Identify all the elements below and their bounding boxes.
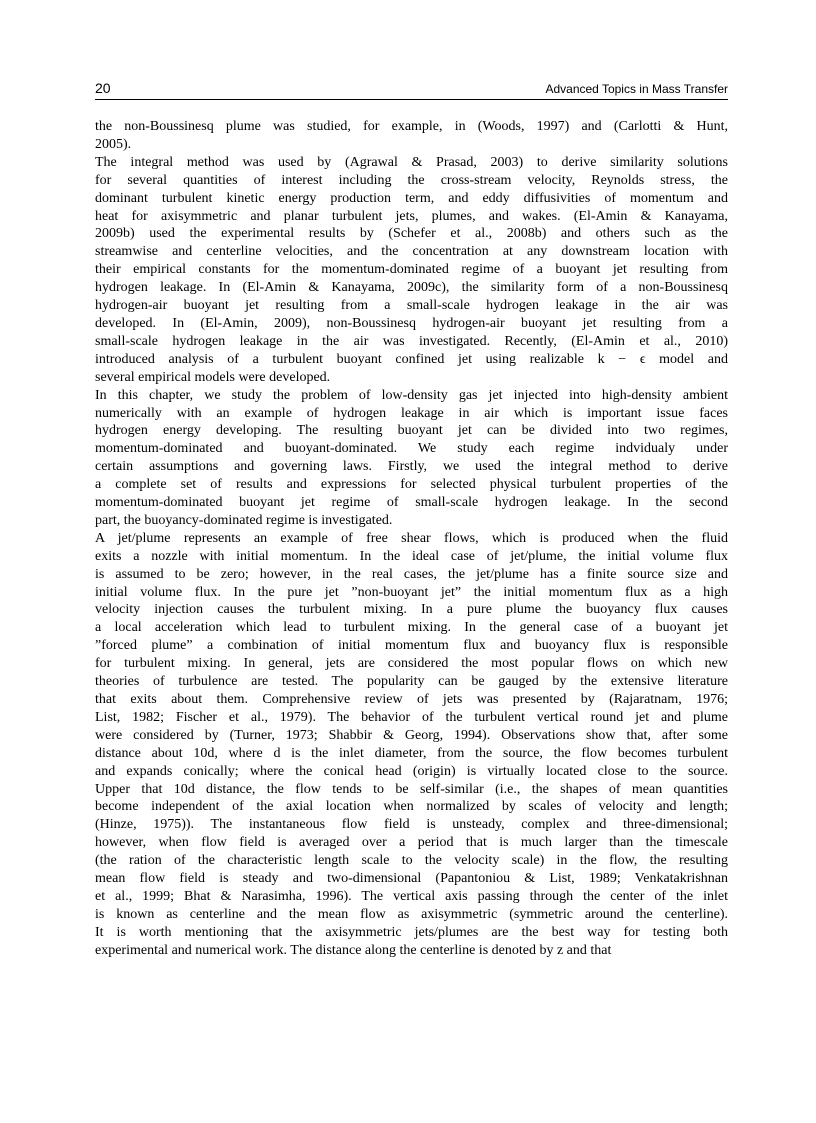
text-line: the non-Boussinesq plume was studied, for example, in (Woods, 1997) and (Carlotti & Hunt, [95, 119, 728, 134]
book-title: Advanced Topics in Mass Transfer [545, 82, 728, 96]
text-line: Upper that 10d distance, the flow tends to be self-similar (i.e., the shapes of mean quantities [95, 781, 728, 797]
text-line: distance about 10d, where d is the inlet diameter, from the source, the flow becomes turbulent [95, 745, 728, 761]
paragraph [95, 118, 728, 154]
text-line: initial volume flux. In the pure jet ”non-buoyant jet” the initial momentum flux as a high [95, 584, 728, 600]
text-line: for turbulent mixing. In general, jets are considered the most popular flows on which new [95, 656, 728, 672]
text-line: become independent of the axial location when normalized by scales of velocity and length; [95, 799, 728, 815]
text-line: certain assumptions and governing laws. Firstly, we used the integral method to derive [95, 459, 728, 475]
paragraph [95, 387, 728, 530]
text-line: for several quantities of interest including the cross-stream velocity, Reynolds stress, the [95, 172, 728, 188]
text-line: is known as centerline and the mean flow as axisymmetric (symmetric around the centerline). [95, 906, 728, 922]
text-line: ”forced plume” a combination of initial momentum flux and buoyancy flux is responsible [95, 638, 728, 654]
paragraph [95, 154, 728, 387]
text-line: momentum-dominated and buoyant-dominated. We study each regime indvidualy under [95, 441, 728, 457]
text-line: 2009b) used the experimental results by (Schefer et al., 2008b) and others such as the [95, 226, 728, 242]
text-line: were considered by (Turner, 1973; Shabbir & Georg, 1994). Observations show that, after some [95, 727, 728, 743]
text-line: small-scale hydrogen leakage in the air was investigated. Recently, (El-Amin et al., 2010) [95, 333, 728, 349]
text-line: that exits about them. Comprehensive review of jets was presented by (Rajaratnam, 1976; [95, 692, 728, 707]
text-line: hydrogen-air buoyant jet resulting from a small-scale hydrogen leakage in the air was [95, 298, 728, 314]
text-line: (Hinze, 1975)). The instantaneous flow field is unsteady, complex and three-dimensional; [95, 817, 728, 833]
text-line: mean flow field is steady and two-dimensional (Papantoniou & List, 1989; Venkatakrishnan [95, 871, 728, 887]
text-line: part, the buoyancy-dominated regime is investigated. [95, 512, 393, 528]
text-line: exits a nozzle with initial momentum. In the ideal case of jet/plume, the initial volume flux [95, 548, 728, 564]
text-line: introduced analysis of a turbulent buoyant confined jet using realizable k − ϵ model and [95, 351, 728, 367]
text-line: et al., 1999; Bhat & Narasimha, 1996). The vertical axis passing through the center of the inlet [95, 888, 728, 904]
text-line: and expands conically; where the conical head (origin) is virtually located close to the source. [95, 763, 728, 779]
body-text [95, 118, 728, 960]
text-line: It is worth mentioning that the axisymmetric jets/plumes are the best way for testing both [95, 924, 728, 940]
paragraph [95, 530, 728, 960]
text-line: their empirical constants for the momentum-dominated regime of a buoyant jet resulting from [95, 262, 728, 278]
text-line: several empirical models were developed. [95, 369, 331, 385]
text-line: experimental and numerical work. The distance along the centerline is denoted by z and that [95, 942, 612, 958]
text-line: momentum-dominated buoyant jet regime of small-scale hydrogen leakage. In the second [95, 495, 728, 511]
text-line: a local acceleration which lead to turbulent mixing. In the general case of a buoyant jet [95, 620, 728, 636]
page-number: 20 [95, 80, 111, 96]
text-line: The integral method was used by (Agrawal & Prasad, 2003) to derive similarity solutions [95, 154, 728, 170]
text-line: velocity injection causes the turbulent mixing. In a pure plume the buoyancy flux causes [95, 602, 728, 618]
text-line: A jet/plume represents an example of free shear flows, which is produced when the fluid [95, 530, 728, 546]
running-header [95, 79, 728, 100]
text-line: theories of turbulence are tested. The popularity can be gauged by the extensive literature [95, 674, 728, 690]
text-line: In this chapter, we study the problem of low-density gas jet injected into high-density ambient [95, 387, 728, 403]
text-line: (the ration of the characteristic length scale to the velocity scale) in the flow, the resulting [95, 853, 728, 869]
text-line: dominant turbulent kinetic energy production term, and eddy diffusivities of momentum and [95, 190, 728, 206]
text-line: numerically with an example of hydrogen leakage in air which is important issue faces [95, 405, 728, 421]
text-line: hydrogen leakage. In (El-Amin & Kanayama, 2009c), the similarity form of a non-Boussinesq [95, 280, 728, 296]
text-line: heat for axisymmetric and planar turbulent jets, plumes, and wakes. (El-Amin & Kanayama, [95, 208, 728, 224]
text-line: however, when flow field is averaged over a period that is much larger than the timescale [95, 835, 728, 851]
text-line: hydrogen energy developing. The resulting buoyant jet can be divided into two regimes, [95, 423, 728, 439]
text-line: streamwise and centerline velocities, and the concentration at any downstream location with [95, 244, 728, 260]
text-line: a complete set of results and expressions for selected physical turbulent properties of the [95, 477, 728, 493]
text-line: developed. In (El-Amin, 2009), non-Boussinesq hydrogen-air buoyant jet resulting from a [95, 315, 728, 331]
text-line: is assumed to be zero; however, in the real cases, the jet/plume has a finite source size and [95, 566, 728, 582]
text-line: 2005). [95, 136, 132, 152]
text-line: List, 1982; Fischer et al., 1979). The behavior of the turbulent vertical round jet and plume [95, 709, 728, 725]
